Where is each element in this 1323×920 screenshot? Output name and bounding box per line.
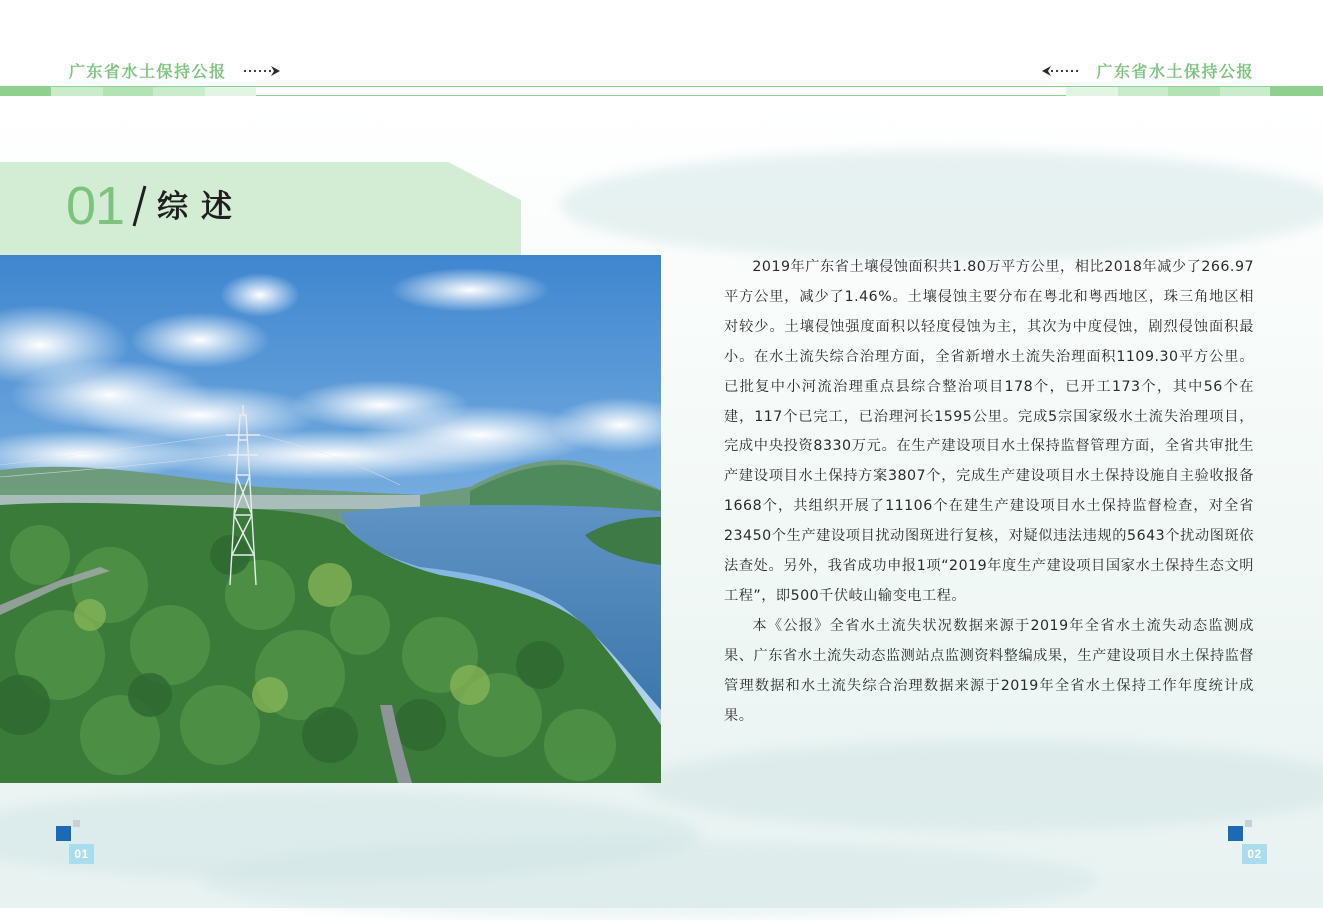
header-band <box>1168 87 1220 96</box>
header-title-left: 广东省水土保持公报 <box>69 62 227 81</box>
page-number: 02 <box>1242 844 1267 864</box>
arrow-left-icon <box>1040 64 1080 78</box>
summary-body <box>724 253 1254 732</box>
mist-shape <box>200 840 1100 920</box>
header-band <box>205 87 256 96</box>
mist-shape <box>640 740 1323 830</box>
marker-square <box>1228 826 1243 841</box>
section-number: 01 <box>66 176 125 236</box>
mist-shape <box>560 150 1323 260</box>
arrow-right-icon <box>242 64 282 78</box>
header-band <box>1118 87 1168 96</box>
page-marker-left <box>56 820 96 865</box>
page-number: 01 <box>69 844 94 864</box>
body-paragraph: 本《公报》全省水土流失状况数据来源于2019年全省水土流失动态监测成果、广东省水土流失动态监测站点监测资料整编成果，生产建设项目水土保持监督管理数据和水土流失综合治理数据来源于2019年全省水土保持工作年度统计成果。 <box>724 617 1254 724</box>
header-band <box>1066 87 1118 96</box>
header-band <box>51 87 103 96</box>
page-marker-right <box>1228 820 1268 865</box>
header-title-right: 广东省水土保持公报 <box>1096 62 1254 81</box>
header-band <box>1220 87 1270 96</box>
header-band <box>0 87 51 96</box>
marker-square <box>73 820 80 827</box>
body-paragraph: 2019年广东省土壤侵蚀面积共1.80万平方公里，相比2018年减少了266.97平方公里，减少了1.46%。土壤侵蚀主要分布在粤北和粤西地区，珠三角地区相对较少。土壤侵蚀强度面积以轻度侵蚀为主，其次为中度侵蚀，剧烈侵蚀面积最小。在水土流失综合治理方面，全省新增水土流失治理面积1109.30平方公里。已批复中小河流治理重点县综合整治项目178个，已开工173个，其中56个在建，117个已完工，已治理河长1595公里。完成5宗国家级水土流失治理项目，完成中央投资8330万元。在生产建设项目水土保持监督管理方面，全省共审批生产建设项目水土保持方案3807个，完成生产建设项目水土保持设施自主验收报备1668个，共组织开展了11106个在建生产建设项目水土保持监督检查，对全省23450个生产建设项目扰动图斑进行复核，对疑似违法违规的5643个扰动图斑依法查处。另外，我省成功申报1项“2019年度生产建设项目国家水土保持生态文明工程”，即500千伏岐山输变电工程。 <box>724 259 1254 604</box>
header-band <box>1270 87 1323 96</box>
header-band <box>103 87 153 96</box>
slash-divider <box>131 184 149 228</box>
header-thin-rule <box>256 95 1066 96</box>
header-band <box>153 87 205 96</box>
marker-square <box>1245 820 1252 827</box>
marker-square <box>56 826 71 841</box>
section-title: 综述 <box>157 189 245 225</box>
landscape-photo <box>0 255 661 783</box>
